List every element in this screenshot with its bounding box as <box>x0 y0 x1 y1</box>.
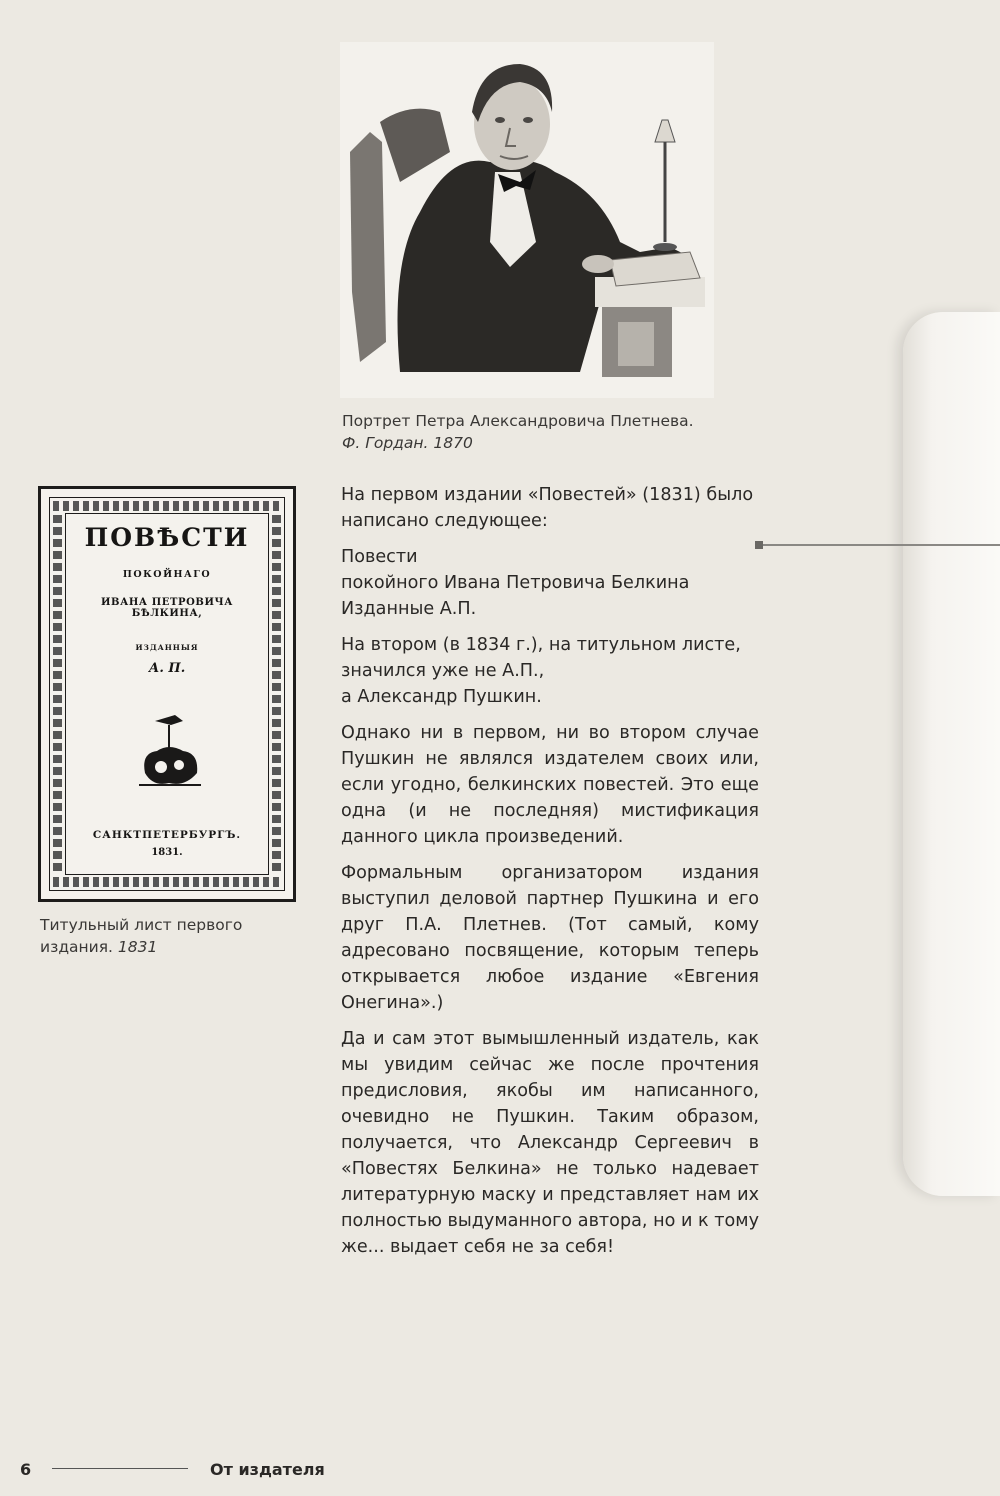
vignette-bird-icon <box>135 713 205 793</box>
page-number: 6 <box>20 1460 32 1479</box>
footer-rule <box>52 1468 188 1469</box>
paragraph-6: Да и сам этот вымышленный издатель, как мы увидим сейчас же после прочтения предисловия, якобы им написанного, очевидно не Пушкин. Таким образом, получается, что Александр Сергеевич в «Повестях Белкина» не только надевает литературную маску и представляет нам их полностью выдуманного автора, но и к тому же... выдает себя не за себя! <box>341 1029 759 1257</box>
ornament-border-right <box>272 515 281 873</box>
paragraph-2 <box>341 544 759 622</box>
title-page-line3: ИЗДАННЫЯ <box>135 643 199 652</box>
title-page-line1: ПОКОЙНАГО <box>122 569 212 580</box>
paragraph-2-line1: Повести <box>341 547 418 567</box>
main-text <box>341 482 759 1270</box>
paragraph-3-line2: значился уже не А.П., <box>341 661 545 681</box>
title-page-image <box>38 486 296 902</box>
title-page-city: САНКТПЕТЕРБУРГЪ. <box>92 829 242 841</box>
title-page-caption-year: 1831 <box>117 938 158 956</box>
paragraph-1: На первом издании «Повестей» (1831) было написано следующее: <box>341 485 754 531</box>
portrait-caption-title: Портрет Петра Александровича Плетнева. <box>342 412 694 430</box>
ornament-border-bottom <box>53 877 281 887</box>
page-divider-line <box>758 544 1000 546</box>
paragraph-3 <box>341 632 759 710</box>
paragraph-3-line3: а Александр Пушкин. <box>341 687 542 707</box>
next-page-edge <box>903 312 1000 1196</box>
paragraph-4: Однако ни в первом, ни во втором случае Пушкин не являлся издателем своих или, если угодно, белкинских повестей. Это еще одна (и не последняя) мистификация данного цикла произведений. <box>341 723 759 847</box>
portrait-caption <box>342 410 762 454</box>
title-page-line2: ИВАНА ПЕТРОВИЧА БѢЛКИНА, <box>100 597 234 619</box>
title-page-caption-text: Титульный лист первого издания. <box>40 916 243 956</box>
paragraph-2-line3: Изданные А.П. <box>341 599 477 619</box>
title-page-inner-frame <box>65 513 269 875</box>
portrait-caption-credit: Ф. Гордан. 1870 <box>342 434 473 452</box>
title-page-title: ПОВѢСТИ <box>84 523 250 552</box>
paragraph-3-line1: На втором (в 1834 г.), на титульном листе, <box>341 635 741 655</box>
ornament-border-left <box>53 515 62 873</box>
title-page-initials: А. П. <box>148 661 186 676</box>
ornament-border-top <box>53 501 281 511</box>
running-footer-title: От издателя <box>210 1460 325 1479</box>
paragraph-2-line2: покойного Ивана Петровича Белкина <box>341 573 690 593</box>
title-page-caption <box>40 914 290 958</box>
portrait-image <box>340 42 714 398</box>
title-page-year: 1831. <box>151 847 183 858</box>
paragraph-5: Формальным организатором издания выступил деловой партнер Пушкина и его друг П.А. Плетнев. (Тот самый, кому адресовано посвящение, которым теперь открывается любое издание «Евгения Онегина».) <box>341 863 759 1013</box>
